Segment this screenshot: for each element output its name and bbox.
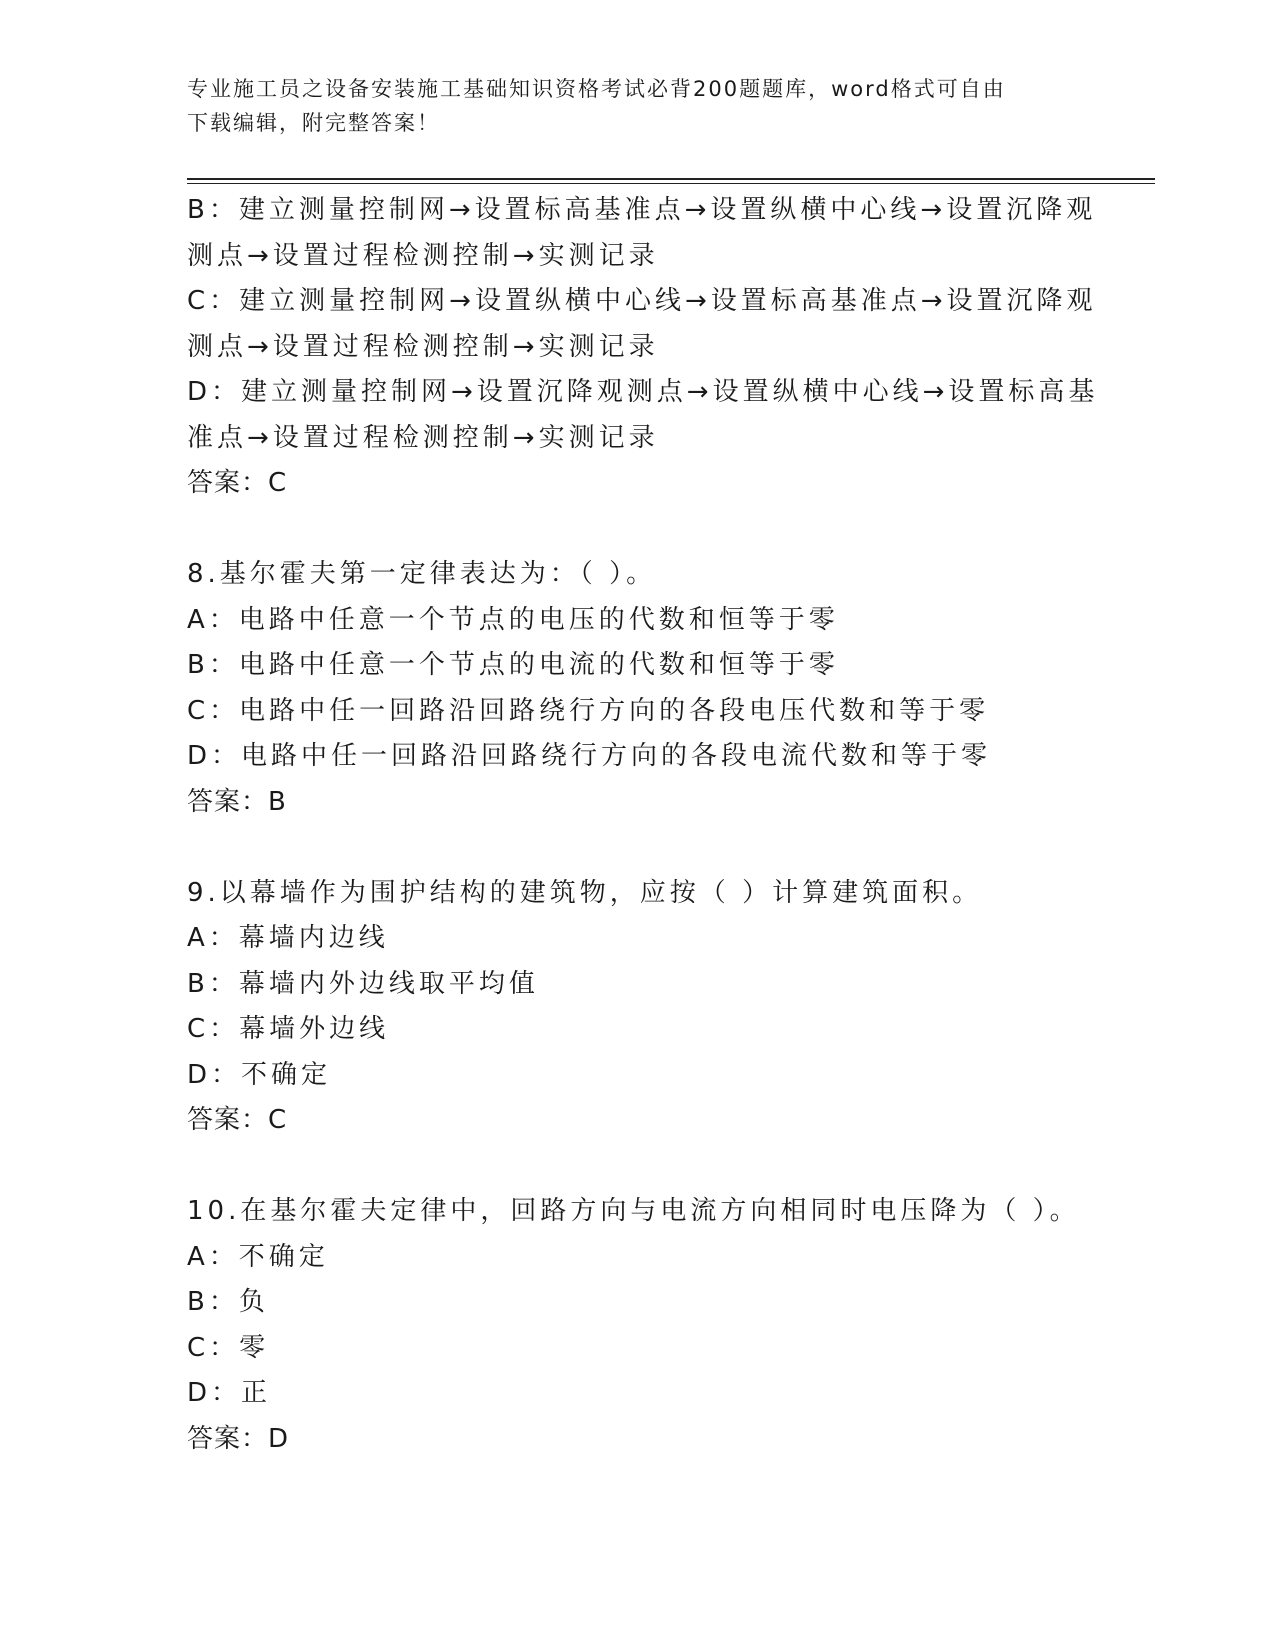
- q7-option-c-line-2: 测点→设置过程检测控制→实测记录: [187, 331, 659, 362]
- spacer: [187, 1144, 1087, 1190]
- q9-question: 9.以幕墙作为围护结构的建筑物，应按（ ）计算建筑面积。: [187, 877, 983, 908]
- question-8-block: [187, 552, 1087, 825]
- q8-answer: 答案：B: [187, 786, 287, 817]
- document-header: [187, 72, 1067, 140]
- q10-answer: 答案：D: [187, 1423, 290, 1454]
- q7-answer: 答案：C: [187, 468, 288, 498]
- header-rule-thick: [187, 178, 1155, 180]
- q7-option-d-line-2: 准点→设置过程检测控制→实测记录: [187, 422, 659, 453]
- header-line-1: 专业施工员之设备安装施工基础知识资格考试必背200题题库，word格式可自由: [187, 77, 1006, 101]
- question-9-block: [187, 871, 1087, 1144]
- spacer: [187, 507, 1087, 553]
- question-7-block: [187, 188, 1099, 507]
- q10-option-d: D：正: [187, 1378, 272, 1408]
- q10-option-b: B：负: [187, 1287, 269, 1317]
- q9-option-d: D：不确定: [187, 1059, 332, 1090]
- q8-question: 8.基尔霍夫第一定律表达为：（ ）。: [187, 559, 657, 589]
- q7-option-b-line-1: B：建立测量控制网→设置标高基准点→设置纵横中心线→设置沉降观: [187, 195, 1097, 225]
- q9-answer: 答案：C: [187, 1105, 288, 1135]
- q8-option-d: D：电路中任一回路沿回路绕行方向的各段电流代数和等于零: [187, 741, 992, 771]
- q7-option-b-line-2: 测点→设置过程检测控制→实测记录: [187, 240, 659, 271]
- q8-option-a: A：电路中任意一个节点的电压的代数和恒等于零: [187, 604, 839, 635]
- question-10-block: [187, 1189, 1087, 1462]
- q9-option-a: A：幕墙内边线: [187, 923, 389, 953]
- q8-option-b: B：电路中任意一个节点的电流的代数和恒等于零: [187, 650, 839, 680]
- q7-option-d-line-1: D：建立测量控制网→设置沉降观测点→设置纵横中心线→设置标高基: [187, 377, 1099, 407]
- question-content: [187, 188, 1099, 1462]
- q9-option-c: C：幕墙外边线: [187, 1014, 390, 1044]
- header-rule-thin: [187, 183, 1155, 184]
- q10-option-c: C：零: [187, 1332, 270, 1363]
- q9-option-b: B：幕墙内外边线取平均值: [187, 968, 539, 999]
- header-line-2: 下载编辑，附完整答案！: [187, 111, 440, 135]
- spacer: [187, 825, 1087, 871]
- q10-question: 10.在基尔霍夫定律中，回路方向与电流方向相同时电压降为（ ）。: [187, 1196, 1080, 1226]
- q10-option-a: A：不确定: [187, 1241, 329, 1272]
- q7-option-c-line-1: C：建立测量控制网→设置纵横中心线→设置标高基准点→设置沉降观: [187, 286, 1097, 316]
- q8-option-c: C：电路中任一回路沿回路绕行方向的各段电压代数和等于零: [187, 695, 990, 726]
